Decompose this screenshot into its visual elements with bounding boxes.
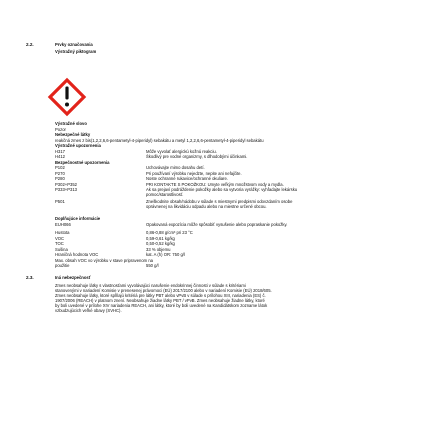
statement-text: Zneškodnite obsah/nádobu v súlade s miestnymi predpismi odovzdaním osobe	[146, 199, 293, 204]
max-voc-label-continued: použitie	[55, 263, 70, 268]
max-voc-value: 550 g/l	[146, 263, 159, 268]
statement-text: Opakovaná expozícia môže spôsobiť vysušenie alebo popraskanie pokožky.	[146, 221, 288, 227]
statement-text: Pri používaní výrobku nejedzte, nepite ani nefajčite.	[146, 170, 242, 176]
section-number: 2.2.	[26, 42, 34, 47]
statement-text: PRI KONTAKTE S POKOŽKOU: Umyte veľkým množstvom vody a mydla.	[146, 181, 284, 187]
statement-code: P501	[55, 199, 65, 204]
statement-text: Môže vyvolať alergickú kožnú reakciu.	[146, 148, 217, 154]
property-label: Hraničná hodnota VOC	[55, 252, 99, 257]
section-title: Iná nebezpečnosť	[55, 275, 91, 280]
property-label: VOC	[55, 235, 65, 241]
precautionary-statements-heading: Bezpečnostné upozornenia	[55, 159, 110, 165]
paragraph-line: 1907/2006 (REACH) v platnom znení. Neobsahuje žiadne látky PBT / vPvB. Zmes neobsahuje žiadne látky, ktoré	[55, 298, 265, 303]
paragraph-line: by boli uvedené v prílohe XIV nariadenia REACH, ani látky, ktoré by boli uvedené na Kandidátskom zozname látok	[55, 303, 268, 308]
supplementary-info-heading: Doplňujúce informácie	[55, 216, 101, 221]
paragraph-line: Zmes neobsahuje látky s vlastnosťami vyvolávajúci narušenie endokrinnej činnosti v súlade s kritériami	[55, 283, 246, 288]
statement-code: P270	[55, 170, 65, 176]
section-number: 2.3.	[26, 275, 34, 280]
exclamation-mark-pictogram-icon	[47, 77, 87, 117]
property-value: 0,50-0,52 kg/kg	[146, 241, 175, 246]
property-value: 0,86-0,88 g/cm³ pri 23 °C	[146, 230, 193, 235]
statement-code: P333+P313	[55, 187, 78, 192]
property-value: 0,59-0,61 kg/kg	[146, 235, 175, 241]
statement-code: EUH066	[55, 221, 71, 227]
property-label: TOC	[55, 241, 64, 246]
hazardous-substances-heading: Nebezpečné látky	[55, 132, 91, 137]
property-label: Hustota	[55, 230, 70, 235]
statement-code: P280	[55, 176, 65, 181]
property-value: 33 % objemu	[146, 246, 171, 252]
statement-code: P102	[55, 165, 65, 170]
paragraph-line: vzbudzujúcich veľké obavy (SVHC).	[55, 308, 122, 313]
signal-word-heading: Výstražné slovo	[55, 121, 87, 126]
max-voc-label: Max. obsah VOC vo výrobku v stave pripravenom na	[55, 257, 153, 263]
statement-code: H412	[55, 154, 66, 159]
statement-text-continued: pomoc/starostlivosť.	[146, 192, 184, 197]
signal-word: Pozor	[55, 126, 66, 132]
section-title: Prvky označovania	[55, 42, 93, 47]
hazardous-substances-text: reakčná zmes z bis(1,2,2,6,6-pentametyl-4-piperidyl) sebakátu a metyl 1,2,2,6,6-pentametyl-4-piperidyl sebakátu	[55, 137, 264, 143]
hazard-statements-heading: Výstražné upozornenia	[55, 143, 101, 148]
pictogram-heading: Výstražný piktogram	[55, 49, 97, 54]
property-label: Sušina	[55, 246, 68, 252]
property-value: kat. A (h) OR: 750 g/l	[146, 252, 185, 257]
statement-text: Noste ochranné rukavice/ochranné okuliare.	[146, 176, 228, 181]
statement-text-continued: oprávnenej na likvidáciu odpadu alebo na miestne určené obcou.	[146, 204, 267, 209]
statement-code: H317	[55, 148, 66, 154]
paragraph-line: stanovenými v nariadení Komisie v prenesenej právomoci (EÚ) 2017/2100 alebo v nariadení Komisie (EÚ) 2018/605.	[55, 288, 272, 293]
statement-text: Škodlivý pre vodné organizmy, s dlhodobými účinkami.	[146, 154, 248, 159]
statement-text: Ak sa prejaví podráždenie pokožky alebo sa vytvoria vyrážky: vyhľadajte lekársku	[146, 187, 298, 192]
statement-code: P302+P352	[55, 181, 78, 187]
statement-text: Uchovávajte mimo dosahu detí.	[146, 165, 205, 170]
paragraph-line: Zmes neobsahuje látky, ktoré spĺňajú kritériá pre látky PBT alebo vPvB v súlade s prílohou XIII, nariadenia (ES) č.	[55, 293, 266, 298]
